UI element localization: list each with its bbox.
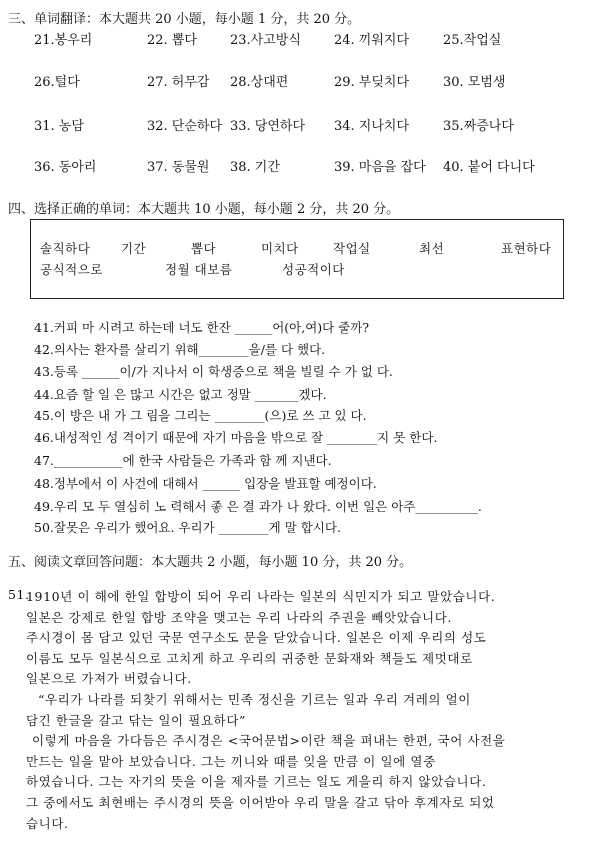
fill-blank-question: 42.의사는 환자를 살리기 위해________을/를 다 했다. <box>34 342 326 357</box>
section5-title: 五、阅读文章回答问题：本大题共 2 小题，每小题 10 分，共 20 分。 <box>8 555 413 570</box>
fill-blank-question: 43.등록 ______이/가 지나서 이 학생증으로 책을 빌릴 수 가 없 다. <box>34 364 393 379</box>
word-choice: 뽑다 <box>191 241 217 256</box>
passage-line: 담긴 한글을 갈고 닦는 일이 필요하다” <box>26 712 246 728</box>
word-choice-box <box>30 219 564 299</box>
passage-line: 하였습니다. 그는 자기의 뜻을 이을 제자를 기르는 일도 게을리 하지 않았습니다. <box>26 774 487 790</box>
vocab-item: 27. 허무감 <box>147 75 210 90</box>
word-choice: 표현하다 <box>501 241 552 256</box>
word-choice: 성공적이다 <box>282 262 345 277</box>
word-choice: 공식적으로 <box>40 262 103 277</box>
fill-blank-question: 46.내성적인 성 격이기 때문에 자기 마음을 밖으로 잘 ________지 못 한다. <box>34 430 438 445</box>
word-choice: 미치다 <box>261 241 299 256</box>
word-choice: 솔직하다 <box>40 241 91 256</box>
passage-line: 일본은 강제로 한일 합방 조약을 맺고는 우리 나라의 주권을 빼앗았습니다. <box>26 609 452 625</box>
passage-line: 일본으로 가져가 버렸습니다. <box>26 671 192 687</box>
section3-title: 三、单词翻译：本大题共 20 小题，每小题 1 分，共 20 分。 <box>8 12 361 27</box>
vocab-item: 34. 지나치다 <box>334 119 410 134</box>
vocab-item: 23.사고방식 <box>230 33 301 48</box>
fill-blank-question: 47.___________에 한국 사람들은 가족과 함 께 지낸다. <box>34 453 332 468</box>
passage-line: 습니다. <box>26 815 69 831</box>
vocab-item: 28.상대편 <box>230 75 289 90</box>
vocab-item: 32. 단순하다 <box>147 119 223 134</box>
vocab-item: 37. 동물원 <box>147 160 210 175</box>
passage-line: 주시경이 몸 담고 있던 국문 연구소도 문을 닫았습니다. 일본은 이제 우리의 성도 <box>26 630 487 646</box>
vocab-item: 35.짜증나다 <box>443 119 514 134</box>
question-number: 51. <box>8 587 30 602</box>
word-choice: 최선 <box>419 241 445 256</box>
fill-blank-question: 45.이 방은 내 가 그 림을 그리는 ________(으)로 쓰 고 있 다. <box>34 408 367 423</box>
vocab-item: 31. 농담 <box>34 119 84 134</box>
vocab-item: 26.털다 <box>34 75 80 90</box>
fill-blank-question: 41.커피 마 시려고 하는데 너도 한잔 ______어(아,여)다 줄까? <box>34 320 370 335</box>
vocab-item: 25.작업실 <box>443 33 502 48</box>
vocab-item: 30. 모범생 <box>443 75 506 90</box>
passage-line: “우리가 나라를 되찾기 위해서는 민족 정신을 기르는 일과 우리 겨레의 얼이 <box>38 692 471 707</box>
vocab-item: 24. 끼워지다 <box>334 33 410 48</box>
vocab-item: 33. 당연하다 <box>230 119 306 134</box>
passage-line: 이름도 모두 일본식으로 고치게 하고 우리의 귀중한 문화재와 책들도 제멋대로 <box>26 650 473 666</box>
passage-line: 1910년 이 해에 한일 합방이 되어 우리 나라는 일본의 식민지가 되고 말았습니다. <box>26 589 496 604</box>
passage-line: 이렇게 마음을 가다듬은 주시경은 <국어문법>이란 책을 펴내는 한편, 국어 사전을 <box>32 733 506 749</box>
vocab-item: 29. 부딪치다 <box>334 75 410 90</box>
word-choice: 작업실 <box>333 241 371 256</box>
section4-title: 四、选择正确的单词：本大题共 10 小题，每小题 2 分，共 20 分。 <box>8 202 400 217</box>
passage-line: 만드는 일을 맡아 보았습니다. 그는 끼니와 때를 잊을 만큼 이 일에 열중 <box>26 753 436 769</box>
vocab-item: 36. 동아리 <box>34 160 97 175</box>
fill-blank-question: 48.정부에서 이 사건에 대해서 ______ 입장을 발표할 예정이다. <box>34 476 377 491</box>
fill-blank-question: 50.잘못은 우리가 했어요. 우리가 ________게 말 합시다. <box>34 520 341 535</box>
vocab-item: 40. 붙어 다니다 <box>443 160 535 175</box>
fill-blank-question: 44.요즘 할 일 은 많고 시간은 없고 정말 _______겠다. <box>34 387 327 402</box>
vocab-item: 39. 마음을 잡다 <box>334 160 426 175</box>
word-choice: 정월 대보름 <box>165 262 233 277</box>
passage-line: 그 중에서도 최현배는 주시경의 뜻을 이어받아 우리 말을 갈고 닦아 후계자로 되었 <box>26 795 495 810</box>
vocab-item: 38. 기간 <box>230 160 280 175</box>
fill-blank-question: 49.우리 모 두 열심히 노 력해서 좋 은 결 과가 나 왔다. 이번 일은 아주__________. <box>34 499 482 514</box>
vocab-item: 21.봉우리 <box>34 33 93 48</box>
word-choice: 기간 <box>121 241 147 256</box>
vocab-item: 22. 뽑다 <box>147 33 197 48</box>
